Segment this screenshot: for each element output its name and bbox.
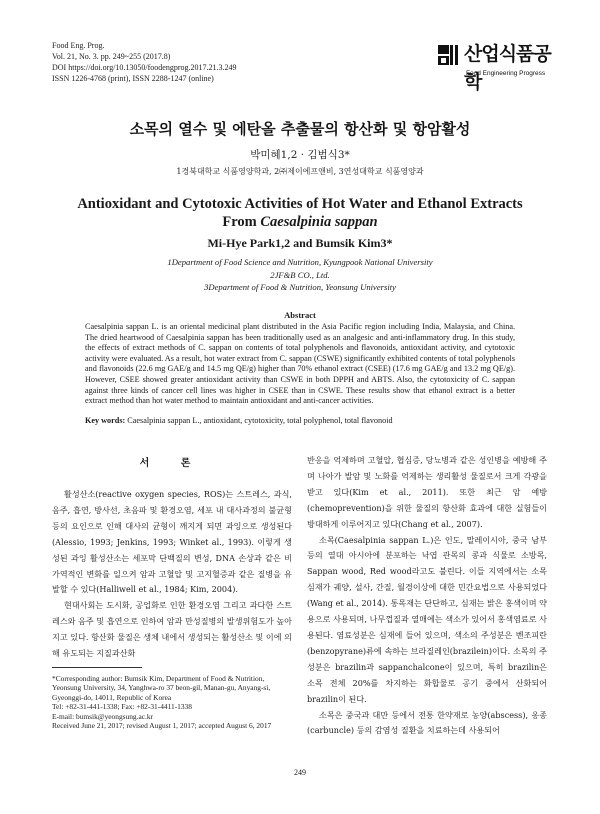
section-heading-introduction: 서 론	[139, 458, 205, 469]
logo-korean-text: 산업식품공학	[464, 43, 551, 93]
body-column-right	[307, 453, 547, 739]
page-number: 249	[294, 768, 306, 777]
body-paragraph: 반응을 억제하며 고혈압, 협심증, 당뇨병과 같은 성인병을 예방해 주며 나아가 발암 및 노화를 억제하는 생리활성 물질로서 크게 각광을 받고 있다(Kim et al., 2011). 또한 최근 암 예방(chemoprevention)을 위한 물질의 항산화 효과에 대한 실험들이 방대하게 이루어지고 있다(Chang et al., 2007).	[307, 455, 547, 529]
english-authors: Mi-Hye Park1,2 and Bumsik Kim3*	[207, 236, 393, 250]
body-paragraph: 현대사회는 도시화, 공업화로 인한 환경오염 그리고 과다한 스트레스와 음주 및 흡연으로 인하여 암과 만성질병의 발생위험도가 높아지고 있다. 항산화 물질은 생체 내에서 생성되는 활성산소 및 이에 의해 유도되는 지질과산화	[52, 600, 292, 659]
english-affiliations	[0, 256, 600, 294]
corresponding-author: *Corresponding author: Bumsik Kim, Department of Food & Nutrition, Yeonsung University, 34, Yanghwa-ro 37 beon-gil, Manan-gu, Anyang-si, Gyeonggi-do, 14011, Republic of Korea	[52, 674, 271, 702]
journal-issn: ISSN 1226-4768 (print), ISSN 2288-1247 (online)	[52, 74, 214, 83]
abstract-heading: Abstract	[284, 310, 316, 320]
logo-english-text: Food Engineering Progress	[466, 70, 546, 77]
journal-header	[52, 40, 237, 84]
body-column-left	[52, 455, 292, 662]
contact-email: E-mail: bumsik@yeongsung.ac.kr	[52, 711, 154, 721]
contact-tel-fax: Tel: +82-31-441-1338; Fax: +82-31-4411-1338	[52, 702, 192, 712]
submission-dates: Received June 21, 2017; revised August 1, 2017; accepted August 6, 2017	[52, 721, 272, 731]
corresponding-author-footnote	[52, 674, 292, 730]
journal-name: Food Eng. Prog.	[52, 41, 105, 50]
english-title-line-2: From Caesalpinia sappan	[222, 214, 378, 230]
english-title	[0, 195, 600, 231]
journal-volume: Vol. 21, No. 3. pp. 249~255 (2017.8)	[52, 52, 171, 61]
keywords	[85, 416, 515, 427]
journal-emblem-icon	[436, 42, 462, 68]
english-title-line-1: Antioxidant and Cytotoxic Activities of Hot Water and Ethanol Extracts	[77, 196, 523, 212]
body-paragraph: 소목(Caesalpinia sappan L.)은 인도, 말레이시아, 중국 남부 등의 열대 아시아에 분포하는 낙엽 관목의 콩과 식물로 소방목, Sappan wood, Red wood라고도 불린다. 이들 지역에서는 소목 심재가 궤양, 설사, 간질, 월경이상에 대한 민간요법으로 사용되었다(Wang et al., 2014). 통목재는 단단하고, 심재는 밝은 홍색이며 약용으로 사용되며, 나무껍질과 열매에는 색소가 있어서 홍색염료로 사용된다. 염료성분은 심재에 들어 있으며, 색소의 주성분은 벤조피란(benzopyrane)류에 속하는 브라질레인(brazilein)이다. 소목의 주 성분은 brazilin과 sappanchalcone이 있으며, 특히 brazilin은 소목 전체 20%를 차지하는 화합물로 공기 중에서 산화되어 brazilin이 된다.	[307, 534, 547, 704]
affiliation-1: 1Department of Food Science and Nutrition, Kyungpook National University	[167, 257, 433, 267]
species-name: Caesalpinia sappan	[260, 214, 378, 230]
korean-authors: 박미혜1,2 · 김범식3*	[250, 149, 350, 161]
affiliation-3: 3Department of Food & Nutrition, Yeonsung University	[204, 282, 396, 292]
footnote-divider	[52, 667, 142, 668]
korean-affiliations: 1경북대학교 식품영양학과, 2㈜제이에프앤비, 3연성대학교 식품영양과	[176, 167, 424, 176]
abstract-text: Caesalpinia sappan L. is an oriental medicinal plant distributed in the Asia Pacific region including India, Malaysia, and China. The dried heartwood of Caesalpinia sappan has been traditionally used as an analgesic and anti-inflammatory drug. In this study, the effects of extract methods of C. sappan on contents of total polyphenols and flavonoids, antioxidant activity, and cytotoxic activity were evaluated. As a result, hot water extract from C. sappan (CSWE) significantly exhibited contents of total polyphenols and flavonoids (22.6 mg GAE/g and 14.5 mg QE/g) higher than 70% ethanol extract (CSEE) (17.6 mg GAE/g and 13.2 mg QE/g). However, CSEE showed greater antioxidant activity than CSWE in both DPPH and ABTS. Also, the cytotoxicity of C. sappan against three kinds of cancer cell lines was higher in CSEE than in CSWE. These results show that ethanol extract is a better extract method than hot water method to maintain antioxidant and anti-cancer activities.	[85, 322, 515, 406]
journal-doi: DOI https://doi.org/10.13050/foodengprog.2017.21.3.249	[52, 63, 237, 72]
body-paragraph: 소목은 중국과 대만 등에서 전통 한약재로 농양(abscess), 옹종(carbuncle) 등의 감염성 질환을 치료하는데 사용되어	[307, 709, 547, 736]
body-paragraph: 활성산소(reactive oxygen species, ROS)는 스트레스, 과식, 음주, 흡연, 방사선, 초음파 및 환경오염, 세포 내 대사과정의 불균형 등의 요인으로 인해 대사의 균형이 깨지게 되면 과잉으로 생성된다(Alessio, 1993; Jenkins, 1993; Winket al., 1993). 이렇게 생성된 과잉 활성산소는 세포막 단백질의 변성, DNA 손상과 같은 비가역적인 변화를 일으켜 암과 고혈압 및 고지혈증과 같은 질병을 유발할 수 있다(Halliwell et al., 1984; Kim, 2004).	[52, 489, 292, 595]
keywords-list: Caesalpinia sappan L., antioxidant, cytotoxicity, total polyphenol, total flavonoid	[127, 416, 393, 425]
journal-logo	[436, 40, 554, 93]
affiliation-2: 2JF&B CO., Ltd.	[270, 269, 330, 280]
korean-title: 소목의 열수 및 에탄올 추출물의 항산화 및 항암활성	[129, 120, 471, 138]
keywords-label: Key words:	[85, 416, 126, 425]
